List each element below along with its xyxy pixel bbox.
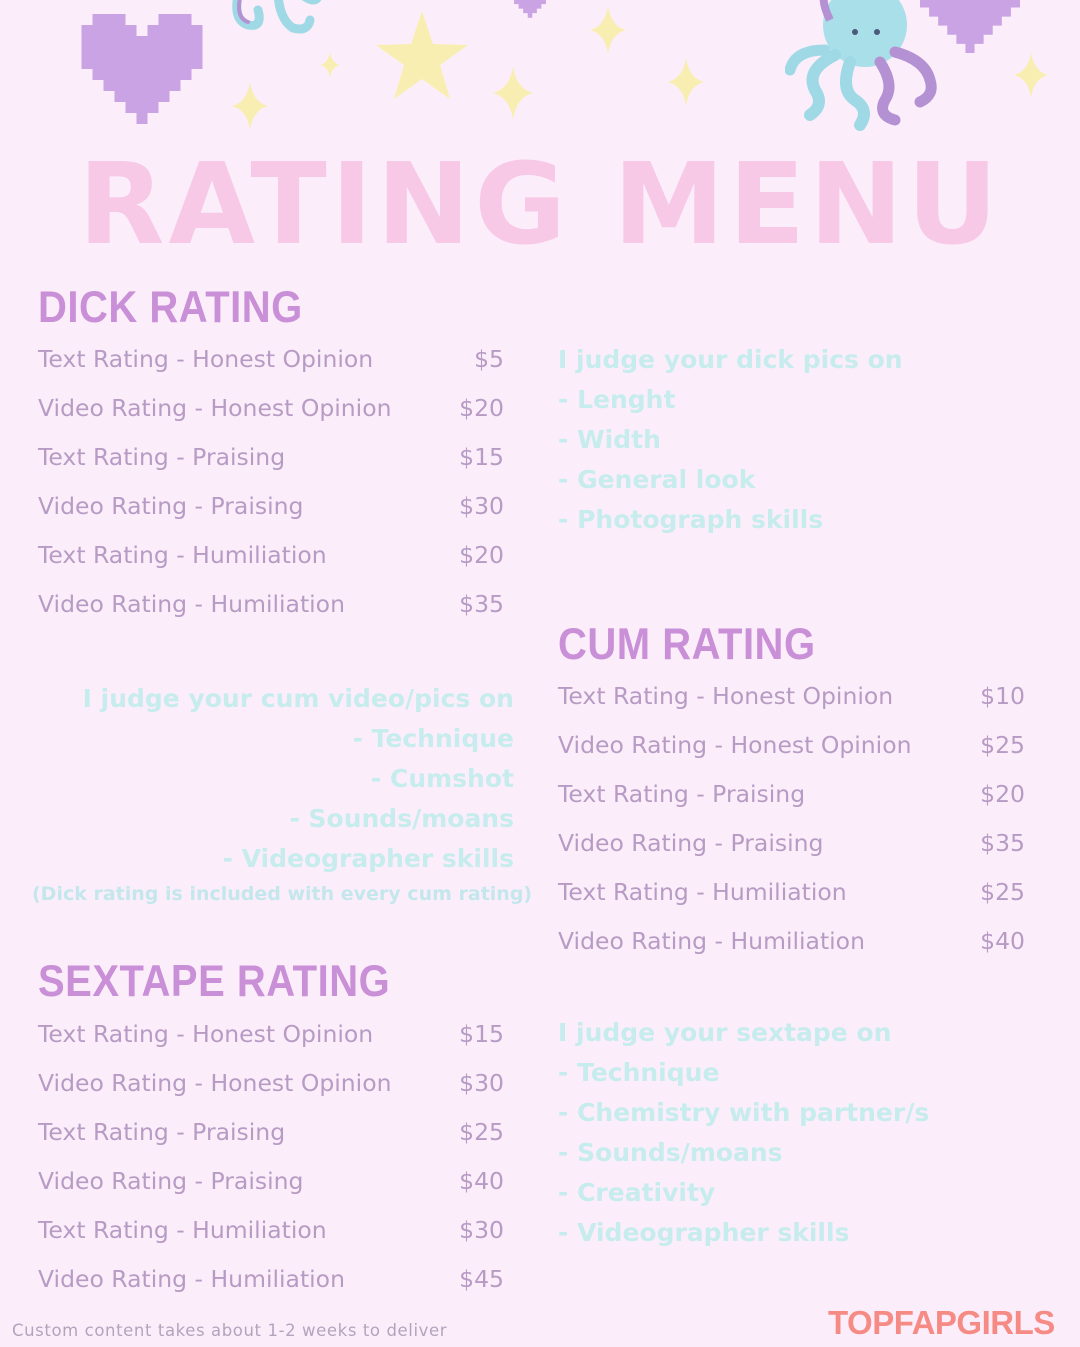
star-icon — [372, 8, 472, 103]
list-item: Video Rating - Humiliation $40 — [558, 927, 1025, 955]
watermark: TOPFAPGIRLS — [828, 1304, 1055, 1341]
list-item: Text Rating - Praising $25 — [38, 1118, 504, 1146]
sparkle-icon — [590, 6, 626, 54]
list-item: Video Rating - Praising $35 — [558, 829, 1025, 857]
list-item: Text Rating - Humiliation $30 — [38, 1216, 504, 1244]
page-title: RATING MENU — [78, 140, 1002, 270]
sparkle-icon — [320, 52, 340, 78]
list-item: Text Rating - Humiliation $25 — [558, 878, 1025, 906]
pixel-heart-icon — [80, 14, 204, 124]
sparkle-icon — [1014, 52, 1048, 98]
pixel-heart-icon — [505, 0, 555, 20]
list-item: Video Rating - Praising $40 — [38, 1167, 504, 1195]
dick-judge-criteria: I judge your dick pics on - Lenght - Width - General look - Photograph skills — [558, 345, 903, 534]
sextape-rating-heading: SEXTAPE RATING — [38, 957, 391, 1007]
list-item: Video Rating - Honest Opinion $20 — [38, 394, 504, 422]
list-item: Video Rating - Humiliation $45 — [38, 1265, 504, 1293]
sparkle-icon — [232, 82, 268, 130]
octopus-icon — [785, 0, 945, 135]
octopus-icon — [218, 0, 328, 50]
list-item: Text Rating - Honest Opinion $15 — [38, 1020, 504, 1048]
list-item: Text Rating - Praising $20 — [558, 780, 1025, 808]
delivery-note: Custom content takes about 1-2 weeks to deliver — [12, 1321, 448, 1340]
cum-rating-heading: CUM RATING — [558, 620, 816, 670]
sparkle-icon — [493, 66, 533, 120]
list-item: Video Rating - Honest Opinion $25 — [558, 731, 1025, 759]
list-item: Video Rating - Praising $30 — [38, 492, 504, 520]
list-item: Video Rating - Humiliation $35 — [38, 590, 504, 618]
sextape-judge-criteria: I judge your sextape on - Technique - Chemistry with partner/s - Sounds/moans - Creativity - Videographer skills — [558, 1018, 930, 1247]
list-item: Text Rating - Humiliation $20 — [38, 541, 504, 569]
list-item: Text Rating - Praising $15 — [38, 443, 504, 471]
dick-rating-list — [38, 345, 504, 639]
cum-rating-note: (Dick rating is included with every cum rating) — [32, 883, 533, 905]
cum-rating-list — [558, 682, 1025, 976]
cum-judge-criteria: I judge your cum video/pics on - Technique - Cumshot - Sounds/moans - Videographer skills — [82, 684, 514, 873]
list-item: Text Rating - Honest Opinion $10 — [558, 682, 1025, 710]
list-item: Text Rating - Honest Opinion $5 — [38, 345, 504, 373]
sparkle-icon — [668, 58, 704, 106]
sextape-rating-list — [38, 1020, 504, 1314]
list-item: Video Rating - Honest Opinion $30 — [38, 1069, 504, 1097]
dick-rating-heading: DICK RATING — [38, 283, 303, 333]
